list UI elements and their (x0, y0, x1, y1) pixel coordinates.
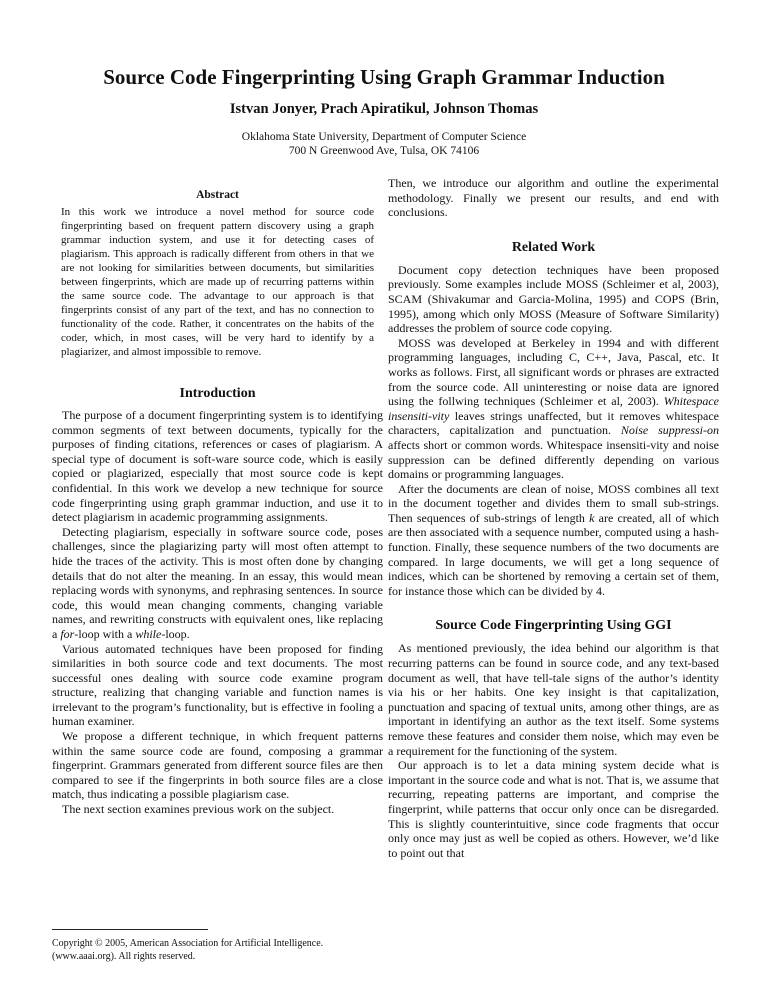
intro-paragraph-4: We propose a different technique, in which frequent patterns within the same source code are found, composing a grammar fingerprint. Grammars generated from different source files are then compared to see if the fingerprints in both source files are a close match, thus indicating a possible plagiarism case. (52, 729, 383, 802)
ggi-paragraph-1: As mentioned previously, the idea behind our algorithm is that recurring patterns can be found in source code, and any text-based document as well, that have tell-tale signs of the author’s identity via his or her habits. One key insight is that capitalization, punctuation and spacing of textual units, among other things, are as important in identifying an author as the text itself. Some systems remove these features and consider them noise, which may even be a requirement for the functioning of the system. (388, 641, 719, 758)
ggi-paragraph-2: Our approach is to let a data mining system decide what is important in the source code and what is not. That is, we assume that recurring, repeating patterns are important, and comprise the fingerprint, while patterns that occur only once can be disregarded. This is slightly counterintuitive, since code fragments that occur only once may just as well be copied as others. However, we’d like to point out that (388, 758, 719, 860)
intro-paragraph-1: The purpose of a document fingerprinting system is to identifying common segments of text between documents, typically for the purposes of finding citations, references or cases of plagiarism. A special type of document is soft-ware source code, which is easily copied or plagiarized, especially that most source code is kept confidential. In this work we develop a new technique for source code fingerprinting using graph grammar induction, and use it to detect plagiarism in academic programming assignments. (52, 408, 383, 525)
affiliation-line-2: 700 N Greenwood Ave, Tulsa, OK 74106 (288, 145, 480, 157)
copyright-footnote (52, 937, 383, 963)
right-column (388, 176, 719, 860)
left-column (52, 170, 383, 817)
intro-paragraph-2: Detecting plagiarism, especially in software source code, poses challenges, since the plagiarizing party will most often attempt to hide the traces of the activity. This is most often done by changing details that do not alter the meaning. In an essay, this would mean replacing words with synonyms, and rephrasing sentences. In source code, this would mean changing comments, changing variable names, and rewriting constructs with equivalent ones, like replacing a for-loop with a while-loop. (52, 524, 383, 641)
related-work-heading: Related Work (511, 239, 596, 255)
footnote-line-2: (www.aaai.org). All rights reserved. (52, 951, 196, 962)
footnote-rule (52, 929, 208, 930)
paper-authors: Istvan Jonyer, Prach Apiratikul, Johnson Thomas (229, 101, 539, 117)
intro-paragraph-5: The next section examines previous work on the subject. (62, 802, 335, 817)
affiliation-line-1: Oklahoma State University, Department of Computer Science (241, 131, 527, 143)
abstract-text: In this work we introduce a novel method for source code fingerprinting based on frequent pattern discovery using a graph grammar induction system, and use it for detecting cases of plagiarism. This approach is radically different from others in that we are not looking for similarities between documents, but similarities between fingerprints, which are made up of recurring patterns within the same source code. The advantage to our approach is that fingerprints consist of any part of the text, and has no connection to functionality of the code. Rather, it concentrates on the habits of the coder, which, in most cases, will be very hard to identify by a plagiarizer, and almost impossible to remove. (61, 206, 374, 358)
intro-paragraph-3: Various automated techniques have been proposed for finding similarities in both source code and text documents. The most successful ones dealing with source code examine program structure, realizing that changing variable and function names is irrelevant to the program’s functionality, but is effective in fooling a human examiner. (52, 641, 383, 729)
paper-title: Source Code Fingerprinting Using Graph Grammar Induction (103, 65, 665, 89)
footnote-line-1: Copyright © 2005, American Association for Artificial Intelligence. (52, 938, 324, 949)
abstract-heading: Abstract (196, 189, 239, 201)
related-paragraph-3: After the documents are clean of noise, MOSS combines all text in the document together and divides them to small sub-strings. Then sequences of sub-strings of length k are created, all of which are then associated with a sequence number, computed using a hash-function. Finally, these sequence numbers of the two documents are compared. In large documents, we will get a long sequence of indices, which can be shortened by removing a certain set of them, for instance those which can be divided by 4. (388, 481, 719, 598)
intro-continuation: Then, we introduce our algorithm and outline the experimental methodology. Finally we present our results, and end with conclusions. (388, 176, 719, 220)
related-paragraph-1: Document copy detection techniques have been proposed previously. Some examples include MOSS (Schleimer et al, 2003), SCAM (Shivakumar and Garcia-Molina, 1995) and COPS (Brin, 1995), among which only MOSS (Measure of Software Similarity) addresses the problem of source code copying. (388, 262, 719, 336)
affiliation (40, 130, 728, 158)
related-paragraph-2: MOSS was developed at Berkeley in 1994 and with different programming languages, including C, C++, Java, Pascal, etc. It works as follows. First, all significant words or phrases are extracted from the source code. All uninteresting or noise data are ignored using the follwing techniques (Schleimer et al, 2003). Whitespace insensiti-vity leaves strings unaffected, but it removes whitespace characters, capitalization and punctuation. Noise suppressi-on affects short or common words. Whitespace insensiti-vity and noise suppression can be defined differently depending on various domains or programming languages. (388, 335, 719, 482)
ggi-heading: Source Code Fingerprinting Using GGI (435, 618, 672, 634)
introduction-heading: Introduction (179, 386, 256, 401)
